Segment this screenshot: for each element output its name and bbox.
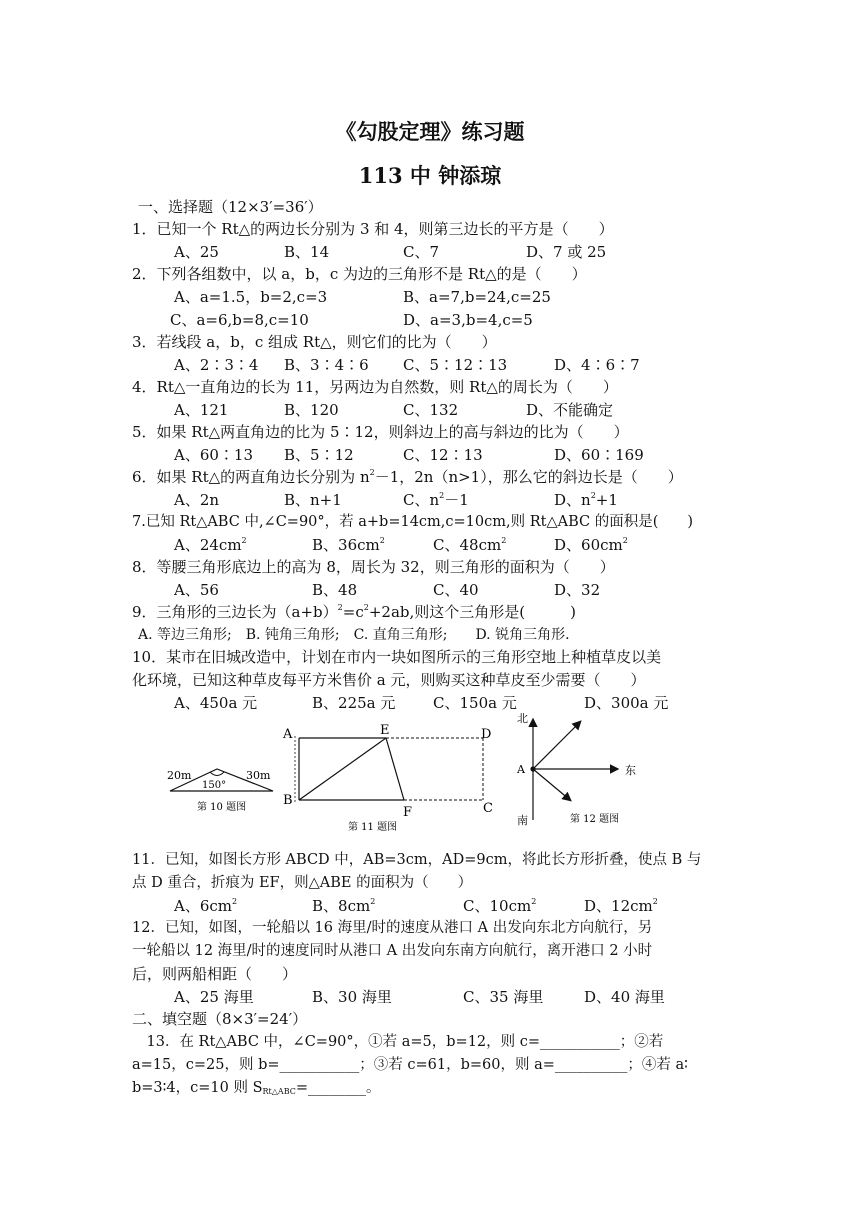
- q8-option-c: C、40: [433, 581, 479, 599]
- point-f-label: F: [403, 805, 413, 820]
- east-label: 东: [625, 764, 636, 777]
- q2-option-b: B、a=7,b=24,c=25: [403, 288, 551, 306]
- point-e-label: E: [380, 723, 390, 738]
- question-12-line3: 后，则两船相距（ ）: [132, 965, 298, 983]
- point-d-label: D: [481, 727, 492, 742]
- figure-12-compass: [512, 708, 652, 830]
- q12-option-c: C、35 海里: [463, 988, 544, 1006]
- angle-arc: [210, 772, 224, 776]
- figure-12-caption: 第 12 题图: [570, 814, 620, 825]
- question-4: 4．Rt△一直角边的长为 11，另两边为自然数，则 Rt△的周长为（ ）: [132, 378, 618, 396]
- north-label: 北: [517, 712, 528, 725]
- q2-option-c: C、a=6,b=8,c=10: [170, 311, 309, 329]
- figure-11-rectangle: [278, 722, 498, 834]
- figure-10-caption: 第 10 题图: [197, 802, 247, 813]
- question-9: 9．三角形的三边长为$(a+b)^2=c^2+2ab$,则这个三角形是( ): [132, 603, 576, 621]
- question-10-line2: 化环境，已知这种草皮每平方米售价 a 元，则购买这种草皮至少需要（ ）: [132, 671, 646, 689]
- q10-option-d: D、300a 元: [584, 694, 669, 712]
- q5-option-c: C、12∶13: [403, 446, 483, 464]
- q3-option-c: C、5∶12∶13: [403, 356, 508, 374]
- q7-option-c: C、$48cm^2$: [433, 536, 507, 554]
- q4-option-b: B、120: [284, 401, 339, 419]
- q8-option-b: B、48: [312, 581, 358, 599]
- q10-option-c: C、150a 元: [433, 694, 517, 712]
- q6-option-a: A、2n: [174, 491, 220, 509]
- q10-option-a: A、450a 元: [174, 694, 258, 712]
- q12-option-d: D、40 海里: [584, 988, 665, 1006]
- origin-a-label: A: [517, 763, 525, 776]
- question-13-line2: a=15，c=25，则 b=___________；③若 c=61，b=60，则 a=__________；④若 a∶: [132, 1057, 688, 1073]
- question-11-line1: 11．已知，如图长方形 ABCD 中，AB=3cm，AD=9cm，将此长方形折叠，使点 B 与: [132, 852, 702, 868]
- q1-option-d: D、7 或 25: [526, 243, 607, 261]
- side-label-right: 30m: [246, 769, 271, 782]
- figure-10-triangle: [160, 755, 280, 815]
- question-1: 1．已知一个 Rt△的两边长分别为 3 和 4，则第三边长的平方是（ ）: [132, 220, 614, 238]
- q11-option-b: B、$8cm^2$: [312, 897, 376, 915]
- q6-option-b: B、n+1: [284, 491, 342, 509]
- question-7: 7.已知 Rt△ABC 中,∠C=90°，若 a+b=14cm,c=10cm,则 Rt△ABC 的面积是( ): [132, 514, 694, 530]
- q3-option-b: B、3∶4∶6: [284, 356, 369, 374]
- q4-option-c: C、132: [403, 401, 459, 419]
- q3-option-a: A、2∶3∶4: [174, 356, 259, 374]
- q12-option-a: A、25 海里: [174, 988, 254, 1006]
- q7-option-b: B、$36cm^2$: [312, 536, 385, 554]
- q6-option-c: C、$n^2-1$: [403, 491, 469, 509]
- q2-option-d: D、a=3,b=4,c=5: [403, 311, 533, 329]
- question-10-line1: 10．某市在旧城改造中，计划在市内一块如图所示的三角形空地上种植草皮以美: [132, 648, 662, 666]
- q8-option-d: D、32: [554, 581, 601, 599]
- q2-option-a: A、a=1.5，b=2,c=3: [174, 288, 328, 306]
- question-8: 8．等腰三角形底边上的高为 8，周长为 32，则三角形的面积为（ ）: [132, 558, 615, 576]
- page-title: 《勾股定理》练习题: [335, 119, 525, 144]
- south-label: 南: [517, 814, 528, 827]
- q1-option-a: A、25: [174, 243, 219, 261]
- q10-option-b: B、225a 元: [312, 694, 396, 712]
- q11-option-c: C、$10cm^2$: [463, 897, 537, 915]
- point-a-label: A: [283, 727, 293, 742]
- q11-option-a: A、$6cm^2$: [174, 897, 238, 915]
- q12-option-b: B、30 海里: [312, 988, 392, 1006]
- q5-option-b: B、5∶12: [284, 446, 354, 464]
- question-12-line1: 12．已知，如图，一轮船以 16 海里/时的速度从港口 A 出发向东北方向航行，另: [132, 920, 653, 936]
- question-13-line1: 13．在 Rt△ABC 中，∠C=90°，①若 a=5，b=12，则 c=___________；②若: [132, 1034, 664, 1050]
- q5-option-d: D、60∶169: [554, 446, 644, 464]
- q7-option-d: D、$60cm^2$: [554, 536, 628, 554]
- point-c-label: C: [483, 801, 493, 816]
- q9-options: A. 等边三角形; B. 钝角三角形; C. 直角三角形; D. 锐角三角形.: [138, 627, 570, 643]
- figure-11-caption: 第 11 题图: [348, 822, 398, 833]
- angle-label: 150°: [202, 780, 227, 791]
- q1-option-b: B、14: [284, 243, 330, 261]
- q11-option-d: D、$12cm^2$: [584, 897, 658, 915]
- question-2: 2．下列各组数中，以 a，b，c 为边的三角形不是 Rt△的是（ ）: [132, 265, 587, 283]
- question-12-line2: 一轮船以 12 海里/时的速度同时从港口 A 出发向东南方向航行，离开港口 2 小时: [132, 943, 653, 959]
- side-label-left: 20m: [167, 769, 192, 782]
- question-13-line3: b=3∶4，c=10 则 $S_{Rt\triangle ABC}=\_\_\_\_\_\_\_\_$。: [132, 1080, 381, 1096]
- section-choice-heading: 一、选择题（12×3′=36′）: [138, 198, 323, 216]
- q7-option-a: A、$24cm^2$: [174, 536, 247, 554]
- question-3: 3．若线段 a，b，c 组成 Rt△，则它们的比为（ ）: [132, 333, 497, 351]
- section-fill-heading: 二、填空题（8×3′=24′）: [132, 1010, 308, 1028]
- q4-option-a: A、121: [174, 401, 229, 419]
- question-5: 5．如果 Rt△两直角边的比为 5∶12，则斜边上的高与斜边的比为（ ）: [132, 423, 629, 441]
- point-b-label: B: [283, 793, 293, 808]
- q5-option-a: A、60∶13: [174, 446, 254, 464]
- q1-option-c: C、7: [403, 243, 440, 261]
- q6-option-d: D、$n^2+1$: [554, 491, 618, 509]
- q4-option-d: D、不能确定: [526, 401, 614, 419]
- q8-option-a: A、56: [174, 581, 219, 599]
- question-11-line2: 点 D 重合，折痕为 EF，则△ABE 的面积为（ ）: [132, 875, 473, 891]
- question-6: 6．如果 Rt△的两直角边长分别为 $n^2-1$，2n（n>1），那么它的斜边长是（ ）: [132, 468, 683, 486]
- q3-option-d: D、4∶6∶7: [554, 356, 640, 374]
- author-line: 113 中 钟添琼: [358, 163, 502, 188]
